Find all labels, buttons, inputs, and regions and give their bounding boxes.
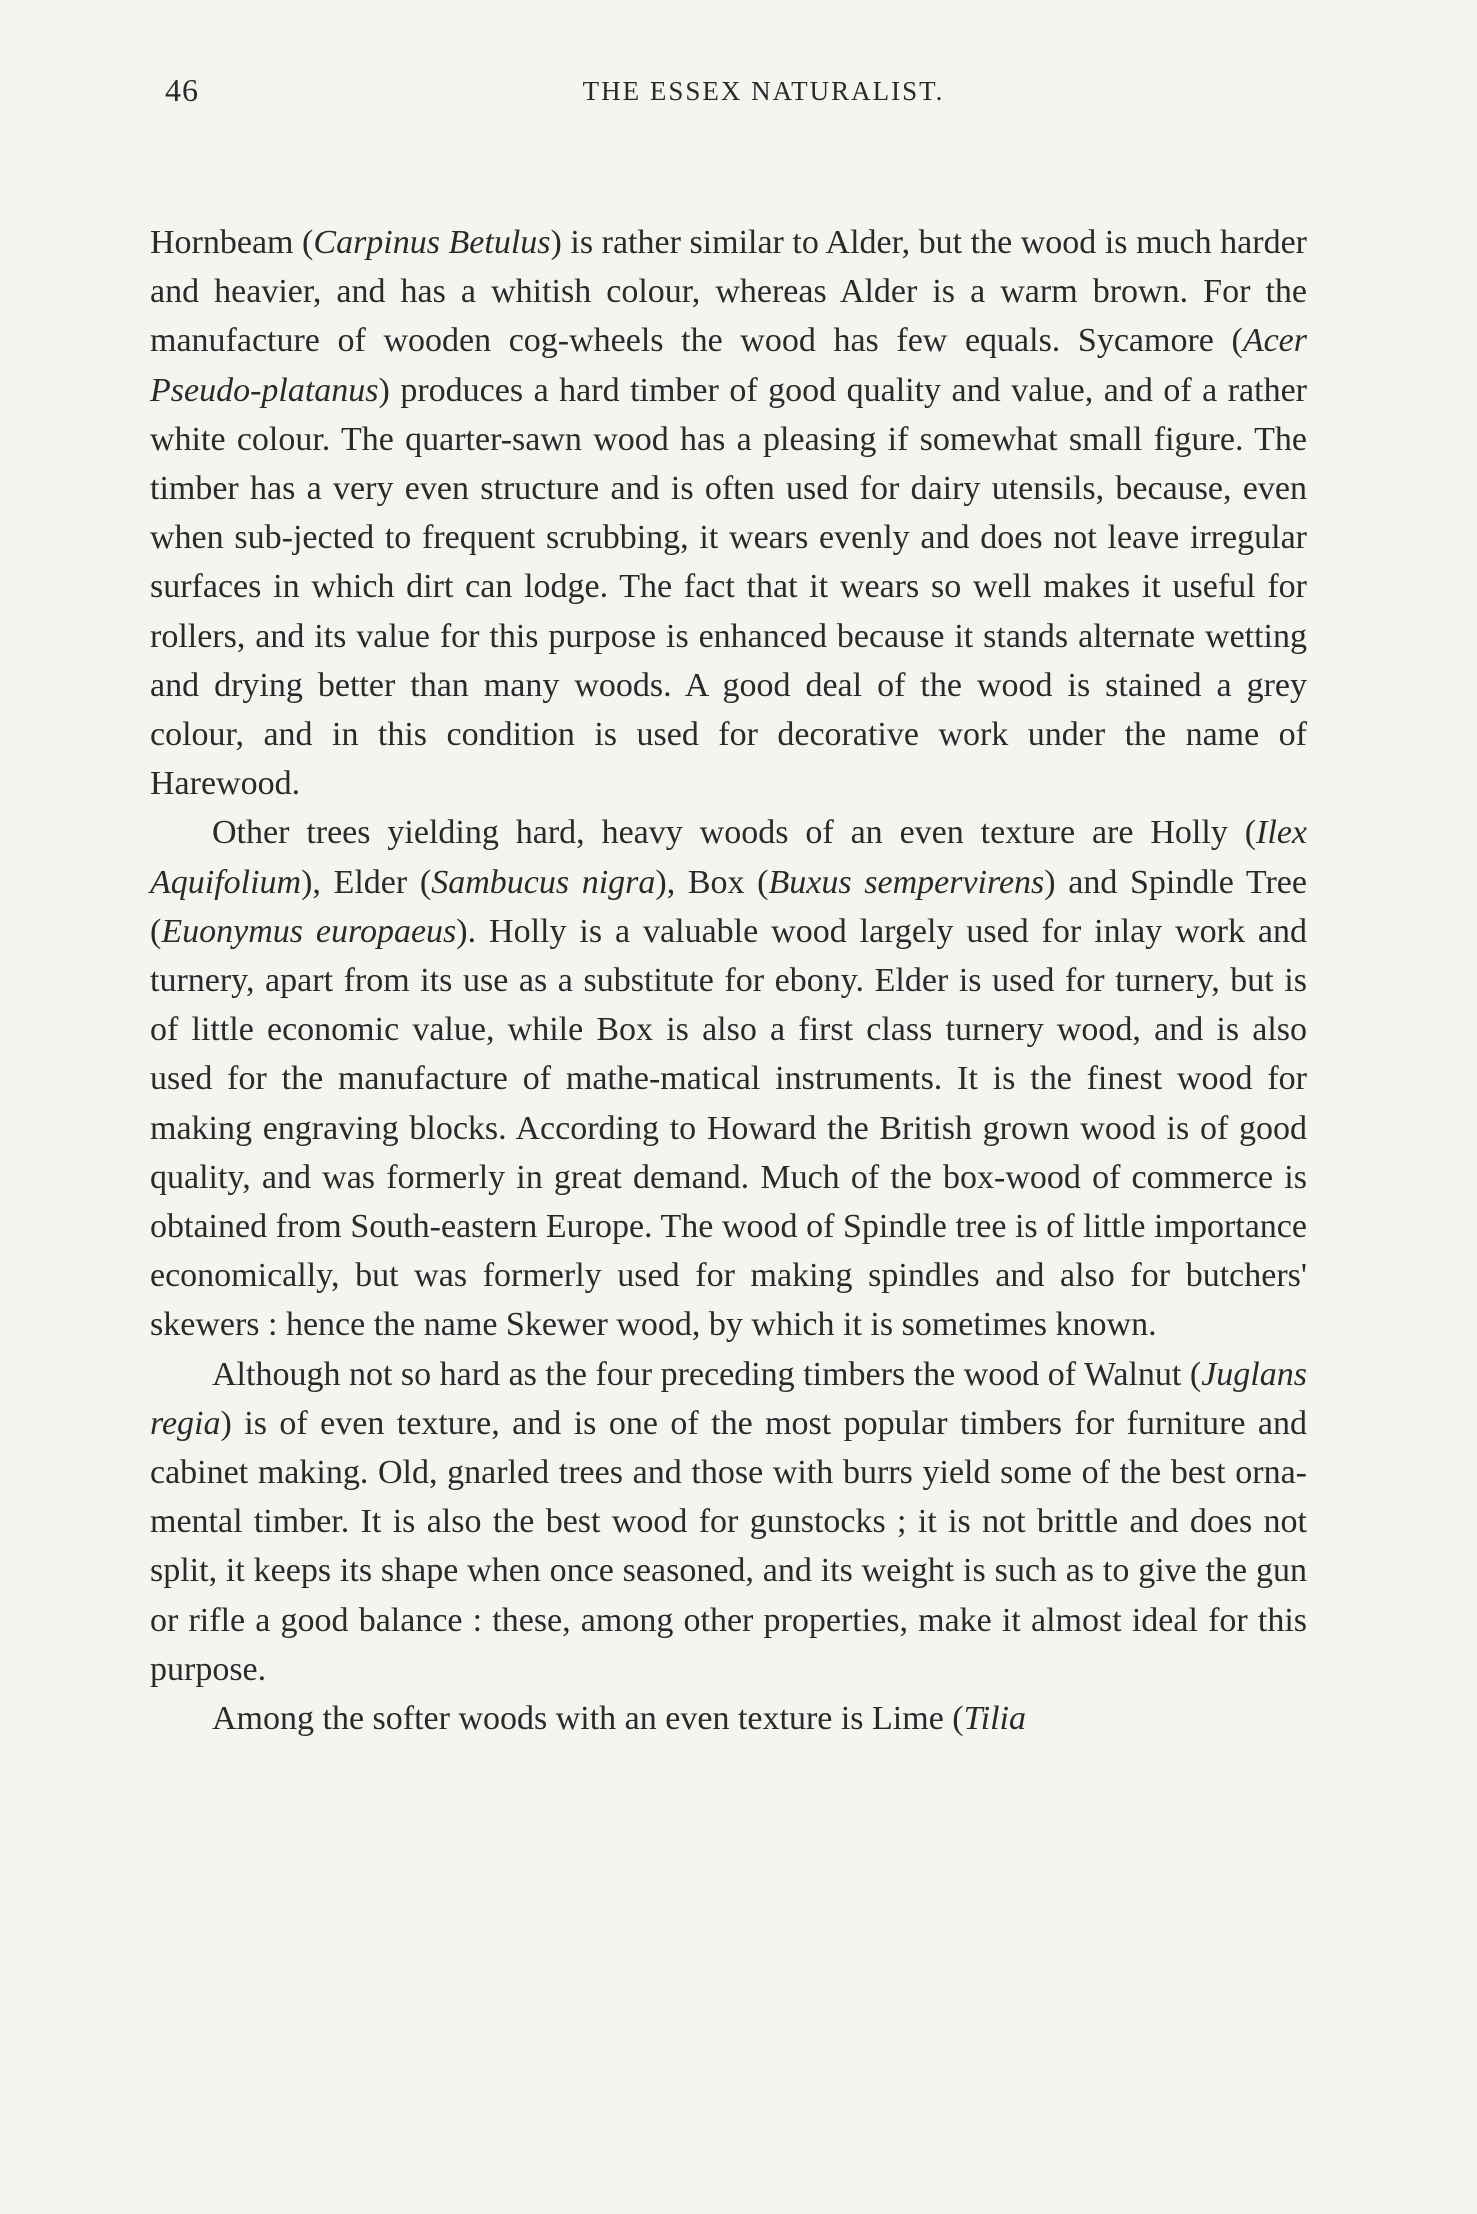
- text-run: Among the softer woods with an even texture is Lime (: [212, 1700, 964, 1738]
- text-run: ). Holly is a valuable wood largely used for inlay work and turnery, apart from its use as a substitute for ebony. Elder is used for turnery, but is of little economic value, while Box is also a first class turnery wood, and is also used for the manufacture of mathe-matical instruments. It is the finest wood for making engraving blocks. According to Howard the British grown wood is of good quality, and was formerly in great demand. Much of the box-wood of commerce is obtained from South-eastern Europe. The wood of Spindle tree is of little importance economically, but was formerly used for making spindles and also for butchers' skewers : hence the name Skewer wood, by which it is sometimes known.: [150, 912, 1307, 1344]
- text-run: ) produces a hard timber of good quality and value, and of a rather white colour. The quarter-sawn wood has a pleasing if somewhat small figure. The timber has a very even structure and is often used for dairy utensils, because, even when sub-jected to frequent scrubbing, it wears evenly and does not leave irregular surfaces in which dirt can lodge. The fact that it wears so well makes it useful for rollers, and its value for this purpose is enhanced because it stands alternate wetting and drying better than many woods. A good deal of the wood is stained a grey colour, and in this condition is used for decorative work under the name of Harewood.: [150, 371, 1307, 803]
- paragraph-hornbeam: [150, 218, 1307, 808]
- italic-text-run: Acer Pseudo-platanus: [150, 322, 1307, 409]
- text-run: ), Elder (: [301, 863, 432, 901]
- paragraph-lime: [150, 1694, 1307, 1743]
- italic-text-run: Carpinus Betulus: [313, 224, 551, 261]
- text-run: Other trees yielding hard, heavy woods of an even texture are Holly (: [212, 814, 1257, 852]
- text-run: ) and Spindle Tree (: [150, 863, 1307, 950]
- italic-text-run: Tilia: [963, 1700, 1026, 1738]
- text-run: Although not so hard as the four preceding timbers the wood of Walnut (: [212, 1355, 1202, 1393]
- page-header: [150, 72, 1307, 122]
- italic-text-run: Buxus sempervirens: [768, 863, 1045, 901]
- italic-text-run: Euonymus europaeus: [161, 912, 457, 950]
- italic-text-run: Sambucus nigra: [431, 863, 656, 901]
- paragraph-walnut: [150, 1350, 1307, 1694]
- text-run: ) is of even texture, and is one of the most popular timbers for furniture and cabinet making. Old, gnarled trees and those with burrs yield some of the best orna-mental timber. It is also the best wood for gunstocks ; it is not brittle and does not split, it keeps its shape when once seasoned, and its weight is such as to give the gun or rifle a good balance : these, among other properties, make it almost ideal for this purpose.: [150, 1404, 1307, 1688]
- page-number: 46: [165, 72, 199, 108]
- paragraph-hard-woods: [150, 808, 1307, 1349]
- body-text: [150, 218, 1307, 1743]
- italic-text-run: Juglans regia: [150, 1355, 1307, 1442]
- text-run: Hornbeam (: [150, 224, 314, 261]
- text-run: ), Box (: [655, 863, 769, 901]
- text-run: ) is rather similar to Alder, but the wood is much harder and heavier, and has a whitish colour, whereas Alder is a warm brown. For the manufacture of wooden cog-wheels the wood has few equals. Sycamore (: [150, 224, 1307, 360]
- italic-text-run: Ilex Aquifolium: [150, 814, 1307, 901]
- running-title: THE ESSEX NATURALIST.: [582, 76, 945, 106]
